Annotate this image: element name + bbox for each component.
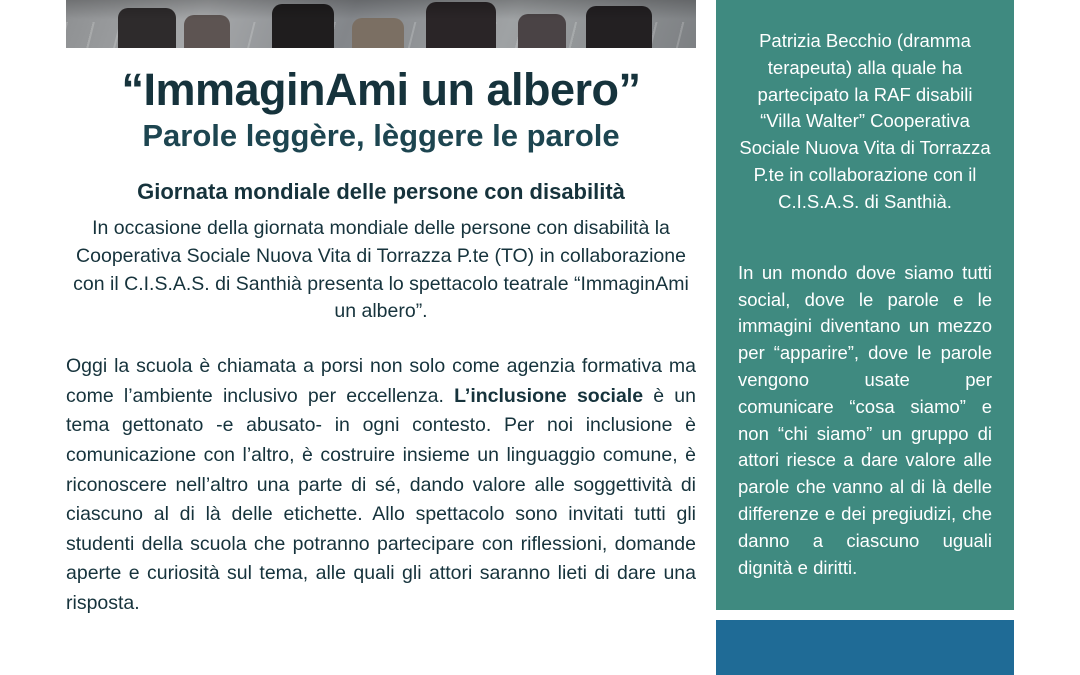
body-text-bold: L’inclusione sociale — [454, 384, 644, 407]
main-column — [66, 0, 696, 619]
sidebar-footer-bar — [716, 620, 1014, 675]
theatre-photo — [66, 0, 696, 48]
left-margin-strip — [0, 0, 8, 675]
page-subtitle: Parole leggère, lèggere le parole — [142, 118, 620, 154]
body-text-part-2: è un tema gettonato -e abusato- in ogni contesto. Per noi inclusione è comunicazione con l’altro, è costruire insieme un linguaggio comune, è riconoscere nell’altro una parte di sé, dando valore alle soggettività di ciascuno al di là delle etichette. Allo spettacolo sono invitati tutti gli studenti della scuola che potranno partecipare con riflessioni, domande aperte e curiosità sul tema, alle quali gli attori saranno lieti di dare una risposta. — [66, 384, 696, 615]
body-text-part-1: Oggi la scuola è chiamata a porsi non solo come agenzia formativa ma come l’ambiente inclusivo per eccellenza. — [66, 355, 696, 407]
intro-paragraph: In occasione della giornata mondiale delle persone con disabilità la Cooperativa Sociale Nuova Vita di Torrazza P.te (TO) in collaborazione con il C.I.S.A.S. di Santhià presenta lo spettacolo teatrale “ImmaginAmi un albero”. — [73, 217, 689, 323]
body-paragraph — [66, 352, 696, 619]
section-heading: Giornata mondiale delle persone con disabilità — [137, 179, 625, 205]
page-title: “ImmaginAmi un albero” — [121, 64, 641, 115]
sidebar-panel — [716, 0, 1014, 610]
sidebar-paragraph-1: Patrizia Becchio (dramma terapeuta) alla quale ha partecipato la RAF disabili “Villa Walter” Cooperativa Sociale Nuova Vita di Torrazza P.te in collaborazione con il C.I.S.A.S. di Santhià. — [739, 30, 991, 212]
photo-vignette — [66, 0, 696, 48]
sidebar-paragraph-2: In un mondo dove siamo tutti social, dove le parole e le immagini diventano un mezzo per “apparire”, dove le parole vengono usate per comunicare “cosa siamo” e non “chi siamo” un gruppo di attori riesce a dare valore alle parole che vanno al di là delle differenze e dei pregiudizi, che danno a ciascuno uguali dignità e diritti. — [738, 261, 992, 578]
